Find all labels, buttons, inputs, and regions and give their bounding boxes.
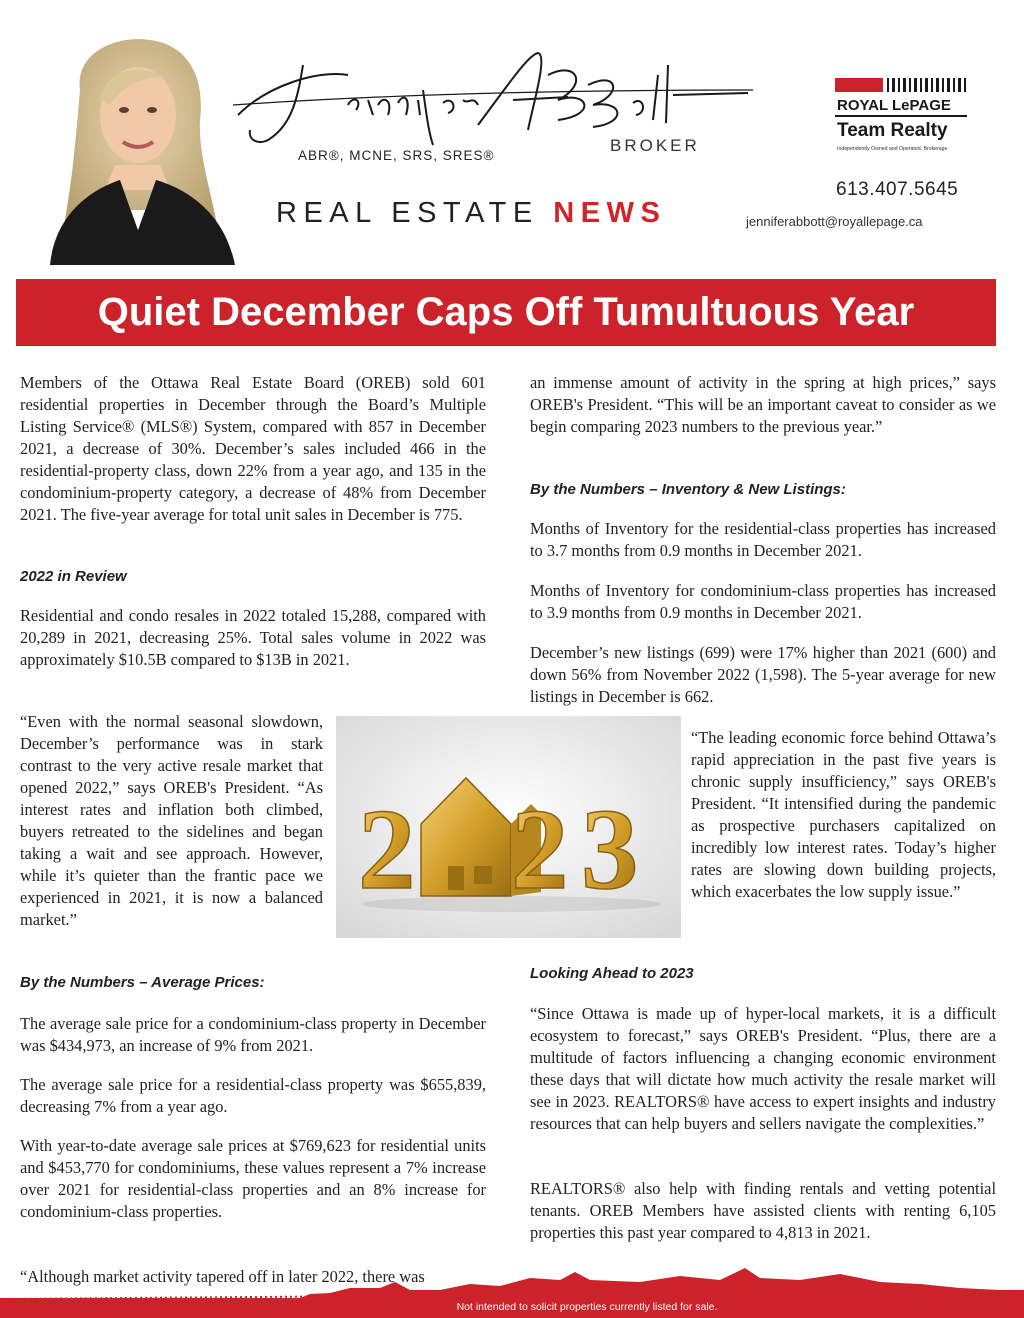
phone-number[interactable]: 613.407.5645 xyxy=(836,179,959,200)
email-address[interactable]: jenniferabbott@royallepage.ca xyxy=(746,214,923,229)
newsline-accent: NEWS xyxy=(553,197,667,229)
left-paragraph-2: Residential and condo resales in 2022 totaled 15,288, compared with 20,289 in 2021, decreasing 25%. Total sales volume in 2022 was approximately $10.5B compared to $13B in 2021. xyxy=(20,606,486,669)
royal-lepage-logo xyxy=(835,78,967,158)
left-paragraph-6: With year-to-date average sale prices at $769,623 for residential units and $453,770 for condominiums, these values represent a 7% increase over 2021 for residential-class properties and an 8% increase for condominium-class properties. xyxy=(20,1136,486,1221)
page-title: Quiet December Caps Off Tumultuous Year xyxy=(97,290,915,334)
credentials: ABR®, MCNE, SRS, SRES® xyxy=(298,148,495,163)
newsletter-name xyxy=(276,197,666,230)
right-paragraph-2: Months of Inventory for the residential-class properties has increased to 3.7 months from 0.9 months in December 2021. xyxy=(530,519,996,560)
left-paragraph-4: The average sale price for a condominium-class property in December was $434,973, an increase of 9% from 2021. xyxy=(20,1014,486,1055)
digit-2-first: 2 xyxy=(358,786,416,913)
logo-line3: Independently Owned and Operated, Brokerage xyxy=(837,146,948,152)
right-paragraph-3: Months of Inventory for condominium-class properties has increased to 3.9 months from 0.9 months in December 2021. xyxy=(530,581,996,622)
image-2023-house xyxy=(336,716,681,938)
left-quote-paragraph: “Even with the normal seasonal slowdown, December’s performance was in stark contrast to the very active resale market that opened 2022,” says OREB's President. “As interest rates and inflation both climbed, buyers retreated to the sidelines and began taking a wait and see approach. However, while it’s quieter than the frantic pace we experienced in 2021, it is now a balanced market.” xyxy=(20,712,323,929)
headline-banner xyxy=(16,279,996,346)
footer-disclaimer: Not intended to solicit properties currently listed for sale. xyxy=(456,1301,718,1313)
heading-looking-ahead: Looking Ahead to 2023 xyxy=(530,965,694,982)
left-paragraph-5: The average sale price for a residential-class property was $655,839, decreasing 7% from a year ago. xyxy=(20,1075,486,1116)
agent-portrait xyxy=(20,30,250,265)
heading-average-prices: By the Numbers – Average Prices: xyxy=(20,974,265,991)
left-paragraph-1: Members of the Ottawa Real Estate Board (OREB) sold 601 residential properties in December through the Board’s Multiple Listing Service® (MLS®) System, compared with 857 in December 2021, a decrease of 30%. December’s sales included 466 in the residential-property class, down 22% from a year ago, and 135 in the condominium-property category, a decrease of 48% from December 2021. The five-year average for total unit sales in December is 775. xyxy=(20,373,486,524)
right-paragraph-1: an immense amount of activity in the spring at high prices,” says OREB's President. “This will be an important caveat to consider as we begin comparing 2023 numbers to the previous year.” xyxy=(530,373,996,436)
right-quote-paragraph: “The leading economic force behind Ottawa’s rapid appreciation in the past five years is chronic supply insufficiency,” says OREB's President. “It intensified during the pandemic as prospective purchasers capitalized on incredibly low interest rates. Today’s higher rates are slowing down building projects, which exacerbates the low supply issue.” xyxy=(691,728,996,901)
heading-2022-review: 2022 in Review xyxy=(20,568,127,585)
heading-inventory: By the Numbers – Inventory & New Listings: xyxy=(530,481,846,498)
right-paragraph-4: December’s new listings (699) were 17% higher than 2021 (600) and down 56% from November 2022 (1,598). The 5-year average for new listings in December is 662. xyxy=(530,643,996,706)
digit-3: 3 xyxy=(581,786,639,913)
signature xyxy=(228,45,758,150)
newsline-plain: REAL ESTATE xyxy=(276,197,539,229)
right-paragraph-7: REALTORS® also help with finding rentals and vetting potential tenants. OREB Members have assisted clients with renting 6,105 properties this past year compared to 4,813 in 2021. xyxy=(530,1179,996,1242)
logo-line2: Team Realty xyxy=(837,120,948,141)
broker-label: BROKER xyxy=(610,136,700,155)
left-paragraph-7: “Although market activity tapered off in later 2022, there was xyxy=(20,1267,425,1286)
digit-2-second: 2 xyxy=(511,786,569,913)
right-paragraph-6: “Since Ottawa is made up of hyper-local markets, it is a difficult ecosystem to forecast,” says OREB's President. “Plus, there are a multitude of factors influencing a changing economic environment these days that will dictate how much activity the resale market will see in 2023. REALTORS® have access to expert insights and industry resources that can help buyers and sellers navigate the complexities.” xyxy=(530,1004,996,1133)
logo-line1: ROYAL LePAGE xyxy=(837,97,951,114)
